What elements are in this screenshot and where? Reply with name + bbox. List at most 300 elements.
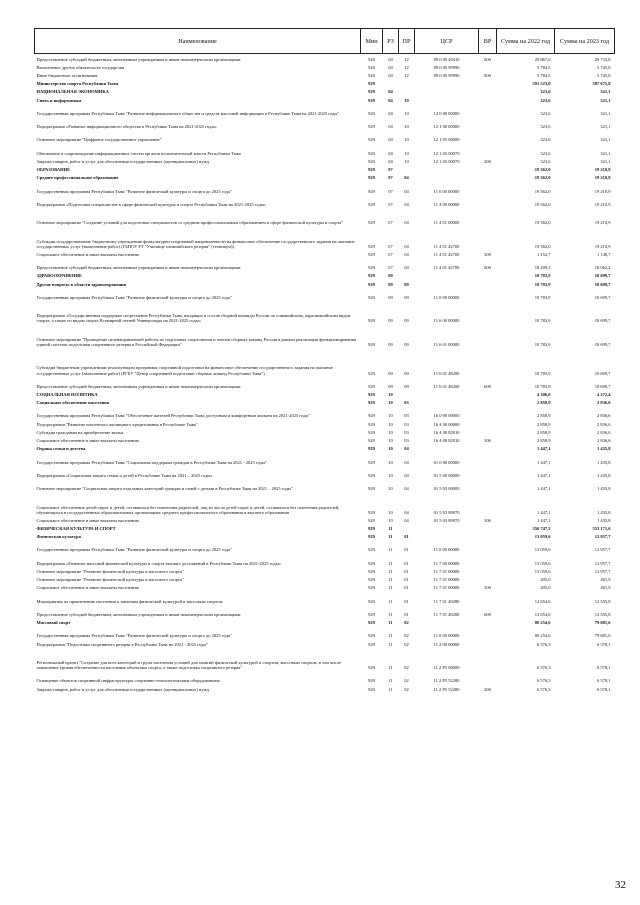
cell-rz: 07	[388, 201, 393, 207]
cell-csr: 11 6 01 48200	[433, 383, 460, 389]
cell-rz: 10	[388, 459, 393, 465]
cell-min: 929	[368, 167, 375, 173]
cell-vr	[479, 427, 497, 435]
header-csr: ЦСР	[415, 29, 479, 54]
table-row	[35, 324, 615, 348]
table-row	[35, 465, 615, 478]
cell-vr	[479, 270, 497, 278]
cell-rz: 11	[388, 547, 393, 553]
cell-csr	[415, 397, 479, 405]
cell-pr: 09	[404, 383, 409, 389]
cell-vr	[479, 287, 497, 300]
cell-vr	[479, 647, 497, 671]
cell-pr: 09	[404, 370, 409, 376]
table-row	[35, 279, 615, 287]
cell-sum-2022: 19 362,0	[534, 243, 551, 249]
cell-min: 929	[368, 188, 375, 194]
cell-rz: 10	[388, 486, 393, 492]
cell-sum-2023: 4 272,4	[597, 392, 611, 397]
cell-name: Основное мероприятие "Развитие физической культуры и массового спорта"	[36, 568, 184, 574]
cell-csr: 01 5 03 89070	[433, 509, 460, 515]
cell-pr: 10	[404, 97, 409, 103]
cell-csr: 16 4 00 00000	[433, 421, 460, 427]
table-row	[35, 225, 615, 249]
cell-vr	[479, 78, 497, 86]
header-sum-2022: Сумма на 2022 год	[497, 29, 555, 54]
cell-rz: 09	[388, 370, 393, 376]
cell-sum-2023: 12 957,7	[594, 547, 611, 553]
cell-vr	[479, 419, 497, 427]
cell-pr: 01	[404, 611, 409, 617]
cell-min: 929	[368, 265, 375, 271]
cell-rz: 04	[388, 64, 393, 70]
cell-csr: 12 0 00 00000	[433, 110, 460, 116]
table-row	[35, 129, 615, 142]
cell-rz: 07	[388, 265, 393, 271]
cell-pr: 03	[404, 400, 409, 406]
cell-sum-2022: 10 783,9	[534, 341, 551, 347]
header-sum-2023: Сумма на 2023 год	[555, 29, 615, 54]
cell-csr: 12 1 05 00070	[433, 150, 460, 156]
table-row	[35, 180, 615, 193]
cell-rz: 04	[388, 110, 393, 116]
budget-page	[34, 28, 614, 692]
cell-min: 929	[368, 534, 375, 540]
table-row	[35, 287, 615, 300]
cell-vr	[479, 574, 497, 582]
cell-csr: 11 0 00 00000	[433, 294, 460, 300]
table-row	[35, 389, 615, 397]
cell-min: 929	[368, 446, 375, 452]
cell-sum-2023: 19 210,9	[594, 175, 611, 181]
cell-min: 929	[368, 641, 375, 647]
cell-sum-2022: 19 362,0	[534, 220, 551, 226]
cell-sum-2022: 80 254,6	[534, 633, 551, 639]
table-row	[35, 257, 615, 270]
cell-pr: 04	[404, 265, 409, 271]
cell-name: Государственная программа Республики Тыва "Развитие физической культуры и спорта до 2025 года"	[36, 188, 232, 194]
cell-rz: 10	[388, 472, 393, 478]
cell-min: 929	[368, 294, 375, 300]
cell-min: 929	[368, 585, 375, 591]
cell-min: 929	[368, 526, 375, 531]
cell-vr	[479, 617, 497, 625]
cell-min: 929	[368, 175, 375, 181]
cell-csr: 11 4 00 00000	[433, 201, 460, 207]
cell-vr	[479, 164, 497, 172]
cell-rz: 11	[388, 620, 393, 626]
cell-csr: 01 0 00 00000	[433, 459, 460, 465]
cell-name: Государственная программа Республики Тыва "Развитие физической культуры и спорта до 2025 года"	[36, 547, 232, 553]
cell-name: Предоставление субсидий бюджетным, автономным учреждениям и иным некоммерческим организациям	[36, 611, 241, 617]
cell-sum-2022: 323,6	[540, 97, 551, 103]
cell-sum-2023: 12 957,7	[594, 534, 611, 540]
cell-min: 929	[368, 318, 375, 324]
cell-rz: 11	[388, 611, 393, 617]
cell-rz: 07	[388, 167, 393, 173]
table-row	[35, 62, 615, 70]
cell-sum-2022: 10 783,9	[534, 273, 551, 279]
cell-pr: 02	[404, 678, 409, 684]
cell-sum-2022: 19 362,0	[534, 188, 551, 194]
cell-sum-2022: 19 362,0	[534, 175, 551, 181]
table-row	[35, 553, 615, 566]
cell-sum-2022: 6 576,3	[537, 665, 551, 671]
cell-sum-2022: 323,6	[540, 110, 551, 116]
cell-rz: 04	[388, 137, 393, 143]
cell-name: Государственная программа Республики Тыва "Развитие физической культуры и спорта до 2025 года"	[36, 633, 232, 639]
page-number: 32	[615, 879, 626, 891]
cell-name: Основное мероприятие "Развитие физической культуры и массового спорта"	[36, 577, 184, 583]
cell-sum-2022: 12 654,6	[534, 598, 551, 604]
cell-min: 929	[368, 341, 375, 347]
cell-sum-2023: 29 733,8	[594, 56, 611, 62]
cell-pr: 10	[404, 124, 409, 130]
cell-pr: 02	[404, 620, 409, 626]
cell-rz: 07	[388, 251, 393, 257]
cell-rz: 11	[388, 686, 393, 692]
cell-min: 929	[368, 678, 375, 684]
cell-sum-2023: 5 745,0	[597, 72, 611, 78]
cell-csr: 89 0 00 99990	[433, 64, 460, 70]
cell-sum-2023: 1 435,8	[597, 459, 611, 465]
cell-sum-2022: 1 447,1	[537, 509, 551, 515]
cell-pr: 03	[404, 438, 409, 444]
cell-name: Закупка товаров, работ и услуг для обеспечения государственных (муниципальных) нужд	[36, 158, 209, 164]
cell-name: Массовый спорт	[36, 620, 71, 626]
cell-sum-2022: 2 858,9	[537, 438, 551, 444]
cell-sum-2023: 2 836,6	[597, 429, 611, 435]
cell-min: 929	[368, 281, 375, 287]
cell-csr: 11 7 01 00000	[433, 568, 460, 574]
table-row	[35, 625, 615, 638]
cell-rz: 04	[388, 56, 393, 62]
table-row	[35, 249, 615, 257]
cell-vr: 600	[484, 56, 491, 62]
cell-vr: 200	[484, 158, 491, 164]
cell-csr: 11 7 01 48280	[433, 598, 460, 604]
cell-pr: 04	[404, 251, 409, 257]
cell-min: 929	[368, 392, 375, 397]
cell-pr	[399, 164, 415, 172]
table-row	[35, 491, 615, 515]
cell-min: 929	[368, 251, 375, 257]
cell-sum-2022: 18 209,3	[534, 265, 551, 271]
cell-csr: 01 5 03 89070	[433, 517, 460, 523]
cell-csr: 16 4 00 82010	[433, 429, 460, 435]
cell-sum-2023: 587 675,8	[592, 81, 611, 87]
cell-rz: 10	[388, 517, 393, 523]
header-rz: РЗ	[383, 29, 399, 54]
cell-sum-2023: 321,1	[600, 124, 611, 130]
cell-sum-2023: 10 699,7	[594, 294, 611, 300]
cell-rz: 09	[388, 383, 393, 389]
cell-min: 929	[368, 400, 375, 406]
cell-sum-2022: 4 306,0	[537, 392, 551, 397]
cell-vr	[479, 143, 497, 156]
cell-sum-2023: 12 957,7	[594, 568, 611, 574]
cell-vr: 600	[484, 383, 491, 389]
table-row	[35, 670, 615, 683]
cell-pr	[399, 523, 415, 531]
cell-name: Обновление и сопровождение информационных систем органов исполнительной власти Республики Тыва	[36, 150, 241, 156]
cell-pr: 09	[404, 318, 409, 324]
cell-sum-2023: 19 210,9	[594, 188, 611, 194]
cell-csr	[415, 531, 479, 539]
cell-pr: 02	[404, 633, 409, 639]
cell-sum-2022: 5 784,5	[537, 64, 551, 70]
cell-name: Субсидии государственному бюджетному учреждению физкультурно-спортивной направленности на финансовое обеспечение государственного задания на оказание государственных услуг (выполнение работ) (ГБПОУ РТ "Училище олимпийского резерва" (техникум))	[36, 238, 355, 249]
cell-csr	[415, 164, 479, 172]
cell-sum-2022: 1 447,1	[537, 486, 551, 492]
cell-sum-2023: 19 210,9	[594, 167, 611, 173]
cell-rz: 09	[388, 341, 393, 347]
table-row	[35, 300, 615, 324]
cell-vr	[479, 531, 497, 539]
cell-sum-2022: 6 576,3	[537, 641, 551, 647]
cell-sum-2023: 6 578,1	[597, 678, 611, 684]
cell-pr: 09	[404, 281, 409, 287]
cell-name: Основное мероприятие "Проведение целенаправленной работы по подготовке спортсменов и членов сборных команд России в рамках реализации функционирования единой системы подготовки спортивного резерва в Российской Федерации"	[36, 336, 357, 347]
cell-min: 929	[368, 220, 375, 226]
cell-rz: 11	[388, 641, 393, 647]
cell-sum-2022: 10 783,9	[534, 281, 551, 287]
cell-sum-2023: 79 681,6	[594, 620, 611, 626]
cell-sum-2023: 12 555,8	[594, 598, 611, 604]
cell-csr: 12 1 05 00070	[433, 158, 460, 164]
table-row	[35, 427, 615, 435]
cell-csr: 11 7 01 48280	[433, 611, 460, 617]
cell-sum-2022: 1 447,1	[537, 459, 551, 465]
table-row	[35, 347, 615, 376]
cell-min: 929	[368, 472, 375, 478]
cell-sum-2022: 2 858,9	[537, 429, 551, 435]
cell-name: Основное мероприятие "Создание условий для подготовки специалистов со средним профессиональным образованием в сфере физической культуры и спорта"	[36, 220, 344, 226]
cell-sum-2022: 12 654,6	[534, 611, 551, 617]
cell-min: 929	[368, 577, 375, 583]
cell-sum-2023: 6 578,1	[597, 665, 611, 671]
cell-pr: 09	[404, 341, 409, 347]
cell-rz: 07	[388, 188, 393, 194]
cell-csr	[415, 617, 479, 625]
table-row	[35, 566, 615, 574]
cell-pr: 03	[404, 421, 409, 427]
cell-vr	[479, 172, 497, 180]
cell-min: 929	[368, 560, 375, 566]
cell-rz: 11	[388, 534, 393, 540]
cell-min: 929	[368, 124, 375, 130]
cell-name: Физическая культура	[36, 534, 81, 540]
cell-name: Выполнение других обязательств государства	[36, 64, 125, 70]
cell-rz: 04	[388, 158, 393, 164]
table-row	[35, 617, 615, 625]
cell-vr	[479, 451, 497, 464]
table-row	[35, 70, 615, 78]
cell-vr	[479, 397, 497, 405]
cell-name: Государственная программа Республики Тыва "Социальная поддержка граждан в Республике Тыва на 2021 - 2025 годы"	[36, 459, 267, 465]
cell-rz: 04	[388, 72, 393, 78]
table-row	[35, 582, 615, 590]
cell-name: Подпрограмма «Подготовка специалистов в сфере физической культуры и спорта Республики Тыва на 2021-2025 годы»	[36, 201, 267, 207]
cell-sum-2023: 10 699,7	[594, 273, 611, 279]
cell-vr	[479, 300, 497, 324]
cell-rz: 09	[388, 281, 393, 287]
cell-name: Предоставление субсидий бюджетным, автономным учреждениям и иным некоммерческим организациям	[36, 383, 241, 389]
cell-min: 929	[368, 383, 375, 389]
cell-sum-2023: 321,1	[600, 158, 611, 164]
cell-csr: 89 0 00 99990	[433, 72, 460, 78]
cell-vr	[479, 639, 497, 647]
cell-pr: 01	[404, 560, 409, 566]
cell-name: Подпрограмма «Развитие информационного общества в Республике Тыва на 2021-2025 годы»	[36, 124, 217, 130]
cell-min: 929	[368, 686, 375, 692]
cell-sum-2022: 2 858,9	[537, 421, 551, 427]
cell-min: 929	[368, 620, 375, 626]
cell-rz: 11	[388, 568, 393, 574]
cell-sum-2023: 10 699,7	[594, 341, 611, 347]
cell-csr: 11 7 00 00000	[433, 560, 460, 566]
cell-sum-2022: 13 059,6	[534, 560, 551, 566]
cell-rz: 04	[388, 97, 393, 103]
cell-csr: 11 6 01 00000	[433, 341, 460, 347]
cell-rz: 10	[388, 413, 393, 419]
cell-vr	[479, 180, 497, 193]
cell-sum-2023: 1 435,8	[597, 486, 611, 492]
cell-rz: 10	[388, 400, 393, 406]
cell-sum-2022: 10 783,9	[534, 370, 551, 376]
cell-min: 929	[368, 421, 375, 427]
cell-vr: 300	[484, 251, 491, 257]
cell-sum-2023: 321,1	[600, 150, 611, 156]
cell-sum-2023: 401,9	[600, 577, 611, 583]
cell-sum-2022: 2 858,9	[537, 413, 551, 419]
cell-sum-2023: 2 836,6	[597, 400, 611, 406]
cell-sum-2023: 12 957,7	[594, 560, 611, 566]
cell-name: Оснащение объектов спортивной инфраструктуры спортивно-технологическим оборудованием	[36, 678, 220, 684]
cell-name: Региональный проект "Создание для всех категорий и групп населения условий для занятий физической культурой и спортом, массовым спортом, в том числе повышение уровня обеспеченности населения объектами спорта, а также подготовка спортивного резерва"	[36, 660, 341, 671]
cell-rz: 11	[388, 577, 393, 583]
cell-csr: 11 2 P5 52280	[433, 678, 460, 684]
cell-csr: 11 0 00 00000	[433, 547, 460, 553]
table-row	[35, 143, 615, 156]
cell-sum-2023: 1 435,8	[597, 517, 611, 523]
cell-name: Предоставление субсидий бюджетным, автономным учреждениям и иным некоммерческим организациям	[36, 265, 241, 271]
cell-min: 929	[368, 611, 375, 617]
cell-rz: 07	[388, 220, 393, 226]
cell-sum-2023: 321,1	[600, 110, 611, 116]
cell-min: 929	[368, 110, 375, 116]
cell-rz: 10	[388, 509, 393, 515]
cell-vr	[479, 94, 497, 102]
cell-sum-2023: 321,1	[600, 97, 611, 103]
cell-sum-2022: 323,6	[540, 158, 551, 164]
table-row	[35, 78, 615, 86]
table-row	[35, 207, 615, 225]
table-row	[35, 639, 615, 647]
table-row	[35, 539, 615, 552]
cell-pr: 04	[404, 175, 409, 181]
cell-rz: 07	[388, 243, 393, 249]
cell-sum-2023: 1 435,8	[597, 509, 611, 515]
cell-sum-2023: 401,9	[600, 585, 611, 591]
cell-sum-2023: 2 836,6	[597, 413, 611, 419]
cell-sum-2022: 19 362,0	[534, 167, 551, 173]
cell-name: Государственная программа Республики Тыва "Развитие физической культуры и спорта до 2025 года"	[36, 294, 232, 300]
cell-pr	[399, 270, 415, 278]
cell-vr: 200	[484, 686, 491, 692]
cell-name: Среднее профессиональное образование	[36, 175, 119, 181]
cell-sum-2023: 19 210,9	[594, 220, 611, 226]
cell-csr	[415, 78, 479, 86]
cell-min: 929	[368, 97, 375, 103]
cell-rz: 07	[388, 175, 393, 181]
cell-rz: 09	[388, 294, 393, 300]
cell-rz: 11	[388, 598, 393, 604]
table-row	[35, 604, 615, 617]
cell-pr: 04	[404, 509, 409, 515]
cell-csr: 11 7 01 00000	[433, 585, 460, 591]
cell-sum-2022: 2 858,9	[537, 400, 551, 406]
cell-pr: 12	[404, 56, 409, 62]
header-pr: ПР	[399, 29, 415, 54]
table-row	[35, 478, 615, 491]
table-row	[35, 515, 615, 523]
cell-pr: 04	[404, 472, 409, 478]
cell-name: Подпрограмма «Развитие массовой физической культуры и спорта высших достижений в Республике Тыва на 2021-2025 годы»	[36, 560, 281, 566]
cell-csr: 12 1 00 00000	[433, 124, 460, 130]
cell-sum-2023: 10 699,7	[594, 383, 611, 389]
cell-rz: 04	[388, 89, 393, 95]
cell-pr: 04	[404, 517, 409, 523]
cell-vr	[479, 539, 497, 552]
cell-sum-2023: 10 699,7	[594, 318, 611, 324]
cell-name: Другие вопросы в области здравоохранения	[36, 281, 127, 287]
cell-vr: 300	[484, 438, 491, 444]
cell-pr: 03	[404, 413, 409, 419]
cell-sum-2023: 6 578,1	[597, 686, 611, 692]
cell-sum-2023: 553 171,6	[592, 526, 611, 531]
cell-rz: 04	[388, 150, 393, 156]
cell-rz	[383, 78, 399, 86]
cell-pr: 04	[404, 459, 409, 465]
cell-sum-2023: 10 699,7	[594, 281, 611, 287]
cell-vr	[479, 225, 497, 249]
cell-min: 929	[368, 547, 375, 553]
cell-name: Основное мероприятие "Социальная защита отдельных категорий граждан и семей с детьми в Республике Тыва на 2021 – 2025 годы"	[36, 486, 293, 492]
cell-vr: 800	[484, 72, 491, 78]
cell-sum-2023: 10 699,7	[594, 370, 611, 376]
cell-vr	[479, 116, 497, 129]
cell-sum-2022: 1 447,1	[537, 472, 551, 478]
table-row	[35, 531, 615, 539]
cell-sum-2022: 405,0	[540, 577, 551, 583]
cell-sum-2022: 19 362,0	[534, 201, 551, 207]
header-name: Наименование	[35, 29, 361, 54]
cell-name: Социальное обеспечение населения	[36, 400, 110, 406]
cell-vr: 300	[484, 585, 491, 591]
cell-pr: 04	[404, 201, 409, 207]
cell-name: Основное мероприятие "Цифровое государственное управление"	[36, 137, 162, 143]
cell-min: 929	[368, 273, 375, 279]
cell-csr	[415, 86, 479, 94]
cell-sum-2022: 13 059,6	[534, 568, 551, 574]
cell-min: 929	[368, 517, 375, 523]
table-row	[35, 86, 615, 94]
cell-vr	[479, 625, 497, 638]
cell-vr	[479, 207, 497, 225]
cell-sum-2023: 5 745,0	[597, 64, 611, 70]
cell-rz: 11	[388, 560, 393, 566]
